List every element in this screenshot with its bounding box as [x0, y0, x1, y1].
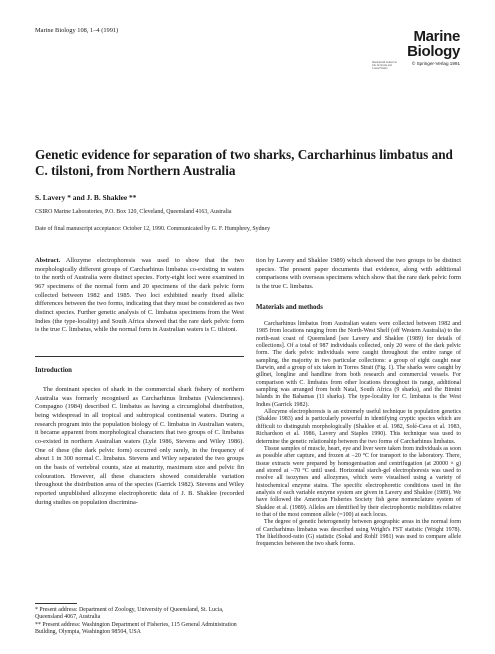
section-divider — [35, 356, 244, 357]
article-authors: S. Lavery * and J. B. Shaklee ** — [35, 193, 137, 202]
methods-paragraph: Allozyme electrophoresis is an extremely useful technique in population genetics (Shaklee 1983) and is particularly powerful in identifying cryptic species which are difficult to distinguish morphologically (Shaklee et al. 1982, Solé-Cava et al. 1983, Richardson et al. 1986, Lavery and Staples 1990). This technique was used to determine the genetic relationship between the two forms of Carcharhinus limbatus. — [256, 409, 461, 445]
article-title: Genetic evidence for separation of two sharks, Carcharhinus limbatus and C. tilstoni, from Northern Australia — [35, 147, 453, 178]
introduction-text: The dominant species of shark in the commercial shark fishery of northern Australia was formerly recognised as Carcharhinus limbatus (Valenciennes). Compagno (1984) described C. limbatus as having a circumglobal distribution, being widespread in all tropical and subtropical continental waters. During a research program into the population biology of C. limbatus in Australian waters, it became apparent from morphological characters that two groups of C. limbatus co-existed in northern Australian waters (Lyle 1986, Stevens and Wiley 1986). One of these (the dark pelvic form) occurred only rarely, in the frequency of about 1 in 300 normal C. limbatus. Stevens and Wiley separated the two groups on the basis of vertebral counts, size at maturity, maximum size and pelvic fin colouration. However, all these characters showed considerable variation throughout the distribution area of the species (Garrick 1982). Stevens and Wiley reported unpublished allozyme electrophoretic data of J. B. Shaklee (recorded during studies on population discrimina- — [35, 386, 244, 506]
methods-paragraph: Carcharhinus limbatus from Australian waters were collected between 1982 and 1985 from locations ranging from the North-West Shelf (off Western Australia) to the north-east coast of Queensland [see Lavery and Shaklee (1989) for details of collections]. Of a total of 987 individuals collected, only 20 were of the dark pelvic form. The dark pelvic individuals were caught throughout the entire range of sampling, the majority in two particular collections: a group of eight caught near Darwin, and a group of six taken in Torres Strait (Fig. 1). The sharks were caught by gillnet, longline and handline from both research and commercial vessels. For comparison with C. limbatus from other locations throughout its range, additional sampling was arranged from both Natal, South Africa (9 sharks), and the Bimini Islands in the Bahamas (11 sharks). The type-locality for C. limbatus is the West Indies (Garrick 1982). — [256, 321, 461, 408]
footnote-1: * Present address: Department of Zoology, University of Queensland, St. Lucia, Queensland 4067, Australia — [35, 607, 224, 621]
methods-paragraph: Tissue samples of muscle, heart, eye and liver were taken from individuals as soon as possible after capture, and frozen at −20 °C for transport to the laboratory. There, tissue extracts were prepared by homogenisation and centrifugation (at 20000 × g) and stored at −70 °C until used. Horizontal starch-gel electrophoresis was used to resolve all isozymes and allozymes, which were visualised using a variety of histochemical enzyme stains. The specific electrophoretic conditions used in the analysis of each variable enzyme system are given in Lavery and Shaklee (1989). We have followed the American Fisheries Society fish gene nomenclature system of Shaklee et al. (1989). Alleles are identified by their electrophoretic mobilities relative to that of the most common allele (=100) at each locus. — [256, 445, 461, 518]
methods-heading: Materials and methods — [256, 304, 323, 311]
methods-paragraph: The degree of genetic heterogeneity between geographic areas in the normal form of Carcharhinus limbatus was described using Wright's FST statistic (Wright 1978). The likelihood-ratio (G) statistic (Sokal and Rohlf 1981) was used to compare allele frequencies between the two shark forms. — [256, 519, 461, 548]
journal-logo-text: Marine Biology — [407, 28, 460, 60]
footnote-2: ** Present address: Washington Department of Fisheries, 115 General Administration Building, Olympia, Washington 98504, USA — [35, 621, 237, 636]
introduction-continued-text: tion by Lavery and Shaklee 1989) which showed the two groups to be distinct species. The present paper documents that evidence, along with additional comparisons with overseas specimens which show that the rare dark pelvic form is the true C. limbatus. — [256, 257, 461, 290]
introduction-body — [35, 386, 244, 507]
footnotes — [35, 607, 244, 637]
abstract-label: Abstract. — [35, 257, 61, 264]
introduction-continued — [256, 257, 461, 292]
journal-reference: Marine Biology 108, 1–4 (1991) — [35, 27, 119, 34]
introduction-heading: Introduction — [35, 367, 72, 374]
abstract-text: Allozyme electrophoresis was used to show that the two morphologically different groups of Carcharhinus limbatus co-existing in waters to the north of Australia were distinct species. Forty-eight loci were examined in 967 specimens of the normal form and 20 specimens of the dark pelvic form collected between 1982 and 1985. Two loci exhibited nearly fixed allelic differences between the two forms, indicating that they must be considered as two distinct species. Further genetic analysis of C. limbatus specimens from the West Indies (the type-locality) and South Africa showed that the rare dark pelvic form is the true C. limbatus, while the normal form in Australian waters is C. tilstoni. — [35, 257, 244, 334]
author-affiliation: CSIRO Marine Laboratories, P.O. Box 120, Cleveland, Queensland 4163, Australia — [35, 209, 232, 215]
copyright-notice: © Springer-Verlag 1991 — [411, 61, 460, 66]
methods-body — [256, 321, 461, 549]
footnote-divider — [35, 603, 77, 604]
journal-logo — [372, 29, 460, 70]
journal-logo-fine-print: International Journal on Life in Oceans and Coastal Waters — [372, 61, 397, 70]
manuscript-dates: Date of final manuscript acceptance: October 12, 1990. Communicated by G. F. Humphrey, Sydney — [35, 226, 271, 232]
abstract — [35, 257, 244, 335]
